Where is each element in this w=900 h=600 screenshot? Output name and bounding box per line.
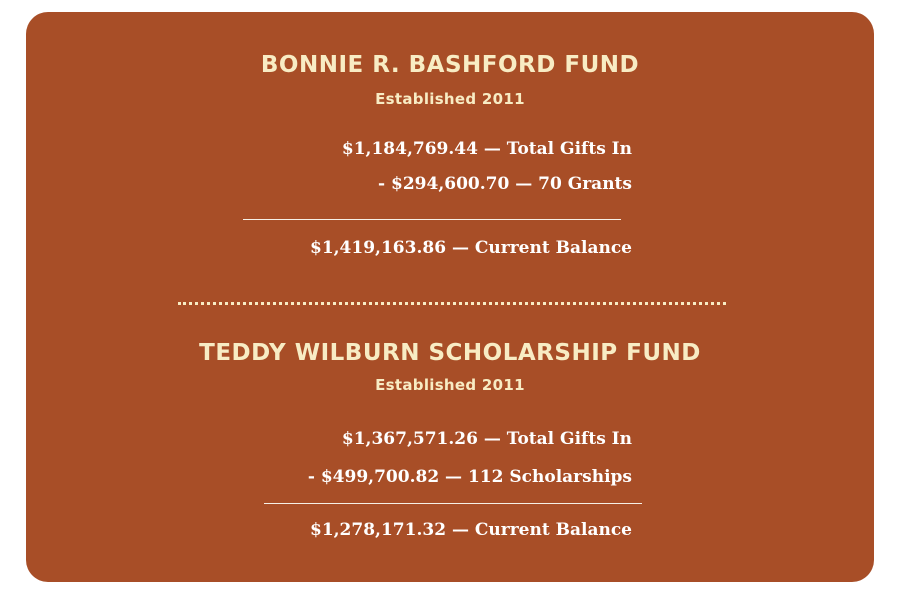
fund-established: Established 2011	[375, 376, 525, 394]
sum-rule	[243, 219, 621, 220]
total-gifts-line: $1,367,571.26 — Total Gifts In	[341, 429, 632, 449]
current-balance-line: $1,278,171.32 — Current Balance	[309, 520, 632, 540]
fund-title: TEDDY WILBURN SCHOLARSHIP FUND	[199, 340, 701, 366]
sum-rule	[264, 503, 642, 504]
total-gifts-line: $1,184,769.44 — Total Gifts In	[341, 139, 632, 159]
grants-line: - $294,600.70 — 70 Grants	[378, 174, 632, 194]
fund-title: BONNIE R. BASHFORD FUND	[260, 52, 640, 78]
section-divider	[178, 302, 726, 305]
current-balance-line: $1,419,163.86 — Current Balance	[309, 238, 632, 258]
fund-established: Established 2011	[375, 90, 525, 108]
scholarships-line: - $499,700.82 — 112 Scholarships	[307, 467, 632, 487]
